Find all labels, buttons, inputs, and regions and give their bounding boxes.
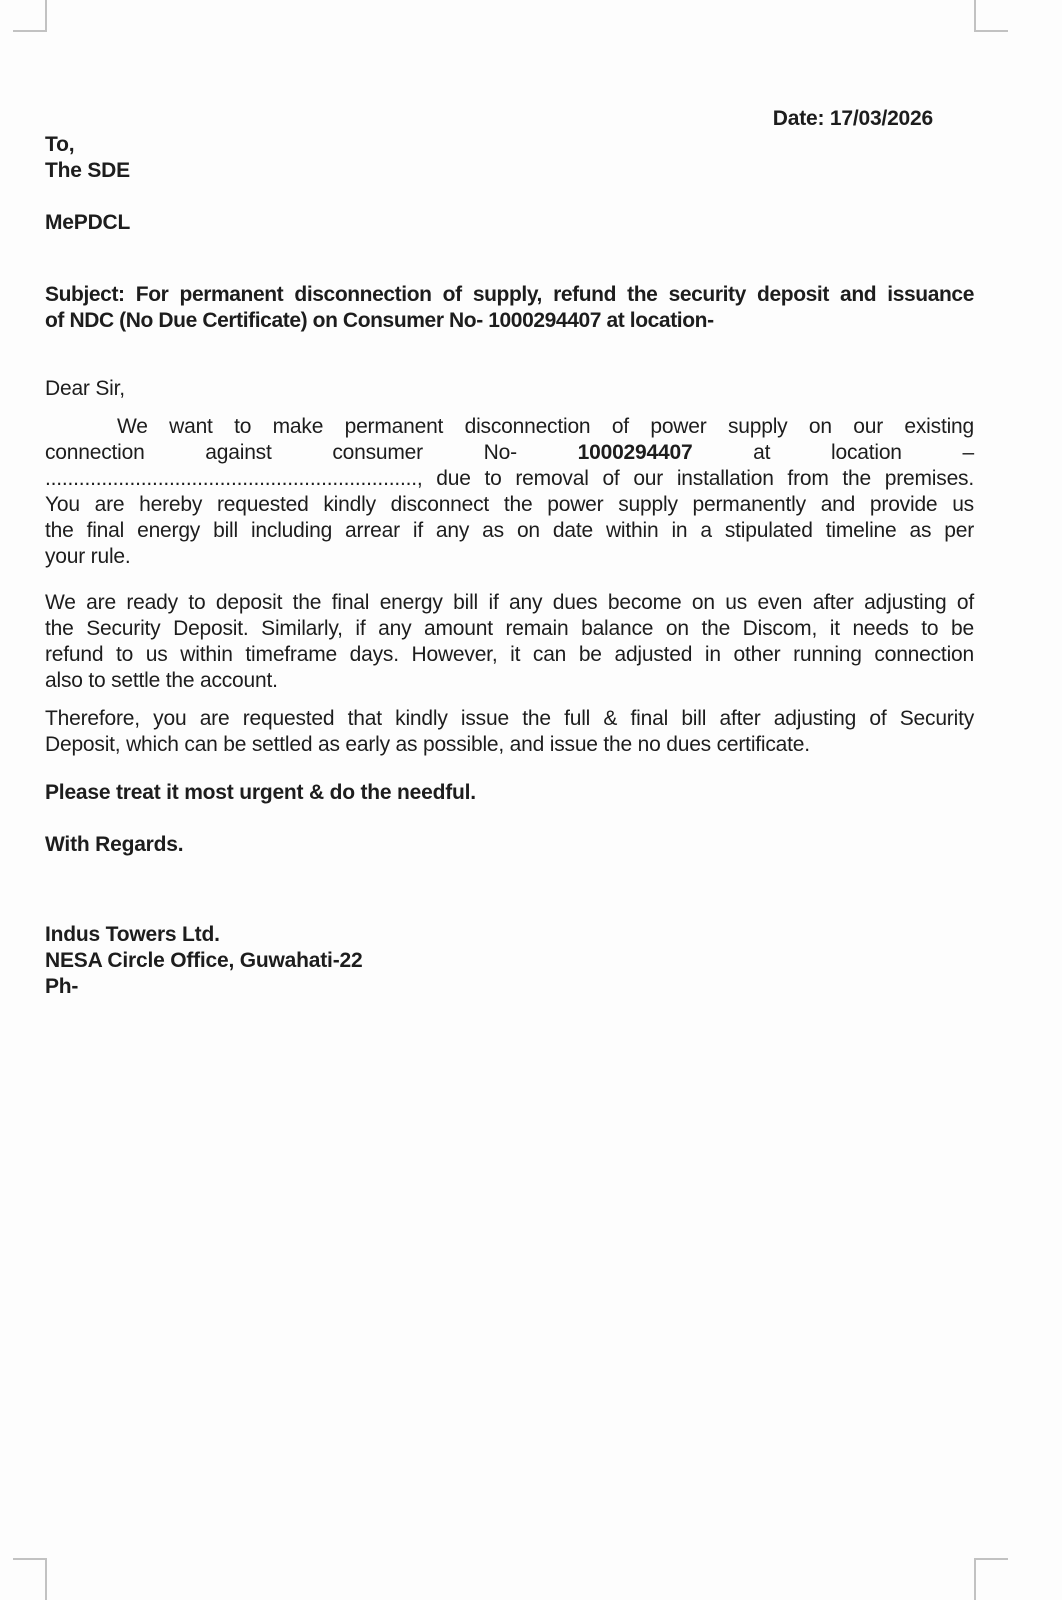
signature-company: Indus Towers Ltd. — [45, 923, 220, 946]
para2-line-3: refund to us within timeframe days. However, it can be adjusted in other running connection — [45, 643, 974, 666]
para1-line-4: You are hereby requested kindly disconnect the power supply permanently and provide us — [45, 493, 974, 516]
para3-line-1: Therefore, you are requested that kindly issue the full & final bill after adjusting of Security — [45, 707, 974, 730]
para1-line-1: We want to make permanent disconnection of power supply on our existing — [117, 415, 974, 438]
letter-content — [45, 0, 974, 1000]
body-paragraph-3 — [45, 706, 974, 758]
closing: With Regards. — [45, 833, 184, 856]
para3-line-2: Deposit, which can be settled as early as possible, and issue the no dues certificate. — [45, 733, 810, 756]
crop-mark-bottom-left — [13, 1558, 47, 1600]
dotted-leader: .................................................................. — [45, 467, 417, 490]
para1-line-2 — [45, 440, 974, 466]
para1-line2-post: at location – — [692, 441, 974, 464]
para2-line-2: the Security Deposit. Similarly, if any amount remain balance on the Discom, it needs to be — [45, 617, 974, 640]
para1-line-5: the final energy bill including arrear if any as on date within in a stipulated timeline as per — [45, 519, 974, 542]
date-line: Date: 17/03/2026 — [772, 107, 933, 130]
signature-block — [45, 922, 974, 1000]
para1-line3-text: , due to removal of our installation from the premises. — [416, 467, 974, 490]
para2-line-4: also to settle the account. — [45, 669, 278, 692]
para1-line-3 — [45, 466, 974, 492]
recipient-title: The SDE — [45, 159, 130, 182]
urgent-note: Please treat it most urgent & do the needful. — [45, 781, 476, 804]
subject-line-2: of NDC (No Due Certificate) on Consumer No- 1000294407 at location- — [45, 309, 714, 332]
signature-office: NESA Circle Office, Guwahati-22 — [45, 949, 363, 972]
consumer-number: 1000294407 — [577, 441, 693, 464]
salutation: Dear Sir, — [45, 377, 125, 400]
crop-mark-top-left — [13, 0, 47, 32]
subject-block — [45, 282, 974, 334]
body-paragraph-1 — [45, 414, 974, 570]
crop-mark-bottom-right — [974, 1558, 1008, 1600]
signature-phone: Ph- — [45, 975, 79, 998]
recipient-to: To, — [45, 133, 75, 156]
crop-mark-top-right — [974, 0, 1008, 32]
body-paragraph-2 — [45, 590, 974, 694]
para1-line-6: your rule. — [45, 545, 131, 568]
recipient-organization: MePDCL — [45, 211, 131, 234]
subject-line-1: Subject: For permanent disconnection of supply, refund the security deposit and issuance — [45, 283, 974, 306]
para1-line2-pre: connection against consumer No- — [45, 441, 578, 464]
para2-line-1: We are ready to deposit the final energy bill if any dues become on us even after adjusting of — [45, 591, 974, 614]
